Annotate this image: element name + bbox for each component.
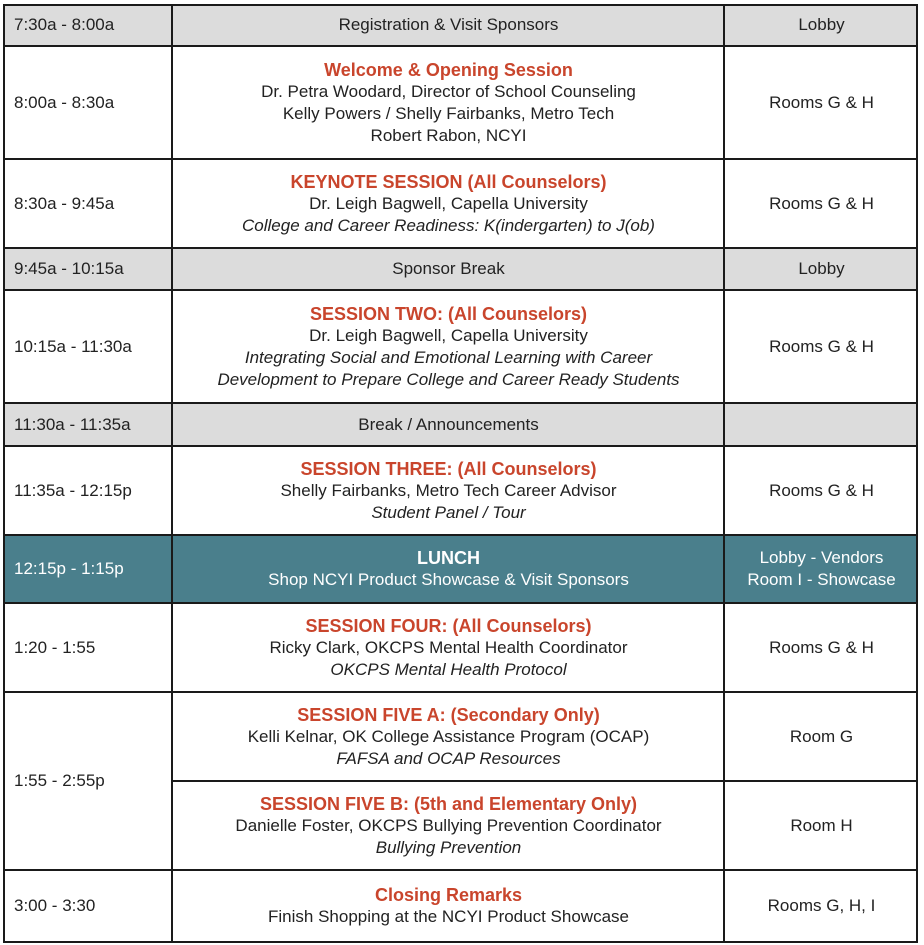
time-text: 7:30a - 8:00a [14, 15, 115, 34]
room-text: Rooms G, H, I [767, 896, 876, 915]
description-cell [172, 781, 725, 870]
session-title: SESSION FOUR: (All Counselors) [305, 615, 592, 636]
time-text: 3:00 - 3:30 [14, 896, 96, 915]
grid-line [3, 4, 5, 943]
speaker-text: Ricky Clark, OKCPS Mental Health Coordinator [269, 637, 628, 657]
time-cell [3, 603, 172, 692]
time-text: 8:30a - 9:45a [14, 193, 115, 213]
time-cell [3, 403, 172, 446]
time-cell [3, 248, 172, 290]
topic-text: Student Panel / Tour [371, 502, 526, 522]
table-row [3, 403, 918, 446]
grid-line [172, 780, 918, 782]
room-cell [725, 4, 918, 46]
time-text: 9:45a - 10:15a [14, 259, 124, 278]
speaker-text: Dr. Petra Woodard, Director of School Counseling [261, 81, 636, 101]
grid-line [3, 158, 918, 160]
grid-line [3, 4, 918, 6]
session-title: Welcome & Opening Session [324, 59, 573, 80]
speaker-text: Kelli Kelnar, OK College Assistance Program (OCAP) [247, 726, 650, 746]
description-cell [172, 603, 725, 692]
time-cell [3, 159, 172, 248]
speaker-text: Danielle Foster, OKCPS Bullying Prevention Coordinator [235, 815, 662, 835]
grid-line [3, 402, 918, 404]
table-row [3, 4, 918, 46]
table-row [3, 446, 918, 535]
room-cell [725, 692, 918, 781]
room-text: Lobby [798, 259, 845, 278]
time-text: 11:35a - 12:15p [14, 480, 132, 500]
grid-line [171, 4, 173, 943]
grid-line [3, 289, 918, 291]
topic-text: Bullying Prevention [375, 837, 522, 857]
room-text: Lobby [798, 15, 845, 34]
time-text: 1:20 - 1:55 [14, 637, 96, 657]
session-title: KEYNOTE SESSION (All Counselors) [290, 171, 607, 192]
time-cell [3, 4, 172, 46]
time-cell [3, 446, 172, 535]
time-cell [3, 290, 172, 403]
grid-line [3, 247, 918, 249]
time-text: 12:15p - 1:15p [14, 559, 124, 578]
room-text: Room H [790, 815, 853, 835]
grid-line [3, 534, 918, 536]
grid-line [3, 869, 918, 871]
room-cell [725, 46, 918, 159]
room-cell [725, 870, 918, 942]
speaker-text: Robert Rabon, NCYI [370, 125, 527, 145]
table-row [3, 46, 918, 159]
room-text: Rooms G & H [769, 480, 874, 500]
description-text: Registration & Visit Sponsors [338, 15, 559, 34]
session-title: Closing Remarks [374, 885, 523, 905]
time-text: 1:55 - 2:55p [14, 771, 105, 790]
table-row [172, 692, 918, 781]
time-text: 10:15a - 11:30a [14, 336, 132, 356]
speaker-text: Kelly Powers / Shelly Fairbanks, Metro Tech [282, 103, 615, 123]
room-cell [725, 248, 918, 290]
session-title: SESSION TWO: (All Counselors) [309, 303, 587, 324]
table-row [3, 159, 918, 248]
room-cell [725, 290, 918, 403]
time-cell [3, 46, 172, 159]
description-cell [172, 4, 725, 46]
room-text: Rooms G & H [769, 92, 874, 112]
table-row [3, 290, 918, 403]
room-cell [725, 781, 918, 870]
grid-line [3, 45, 918, 47]
topic-text: Integrating Social and Emotional Learning with Career [244, 347, 653, 367]
description-cell [172, 692, 725, 781]
table-row [3, 870, 918, 942]
time-cell [3, 870, 172, 942]
description-text: Shop NCYI Product Showcase & Visit Sponsors [268, 570, 629, 589]
session-title: SESSION FIVE A: (Secondary Only) [297, 704, 600, 725]
time-cell [3, 692, 172, 870]
speaker-text: Dr. Leigh Bagwell, Capella University [309, 193, 588, 213]
room-text: Rooms G & H [769, 336, 874, 356]
description-cell [172, 159, 725, 248]
time-text: 8:00a - 8:30a [14, 92, 115, 112]
session-title: LUNCH [417, 548, 480, 568]
description-cell [172, 46, 725, 159]
room-cell [725, 446, 918, 535]
time-text: 11:30a - 11:35a [14, 414, 131, 434]
room-text: Lobby - Vendors [759, 548, 884, 567]
description-cell [172, 290, 725, 403]
room-cell [725, 535, 918, 603]
table-row [172, 781, 918, 870]
description-cell [172, 248, 725, 290]
grid-line [3, 691, 918, 693]
room-text: Rooms G & H [769, 637, 874, 657]
topic-text: Development to Prepare College and Career Ready Students [217, 369, 680, 389]
grid-line [3, 602, 918, 604]
description-cell [172, 535, 725, 603]
grid-line [723, 4, 725, 943]
speaker-text: Dr. Leigh Bagwell, Capella University [309, 325, 588, 345]
time-cell [3, 535, 172, 603]
description-text: Sponsor Break [392, 259, 505, 278]
session-title: SESSION FIVE B: (5th and Elementary Only) [259, 793, 638, 814]
description-cell [172, 870, 725, 942]
grid-line [3, 941, 918, 943]
grid-line [916, 4, 918, 943]
topic-text: OKCPS Mental Health Protocol [330, 659, 567, 679]
topic-text: College and Career Readiness: K(indergarten) to J(ob) [242, 215, 655, 235]
room-cell [725, 403, 918, 446]
description-cell [172, 403, 725, 446]
description-text: Finish Shopping at the NCYI Product Showcase [268, 907, 629, 926]
room-text: Room G [789, 726, 854, 746]
description-cell [172, 446, 725, 535]
topic-text: FAFSA and OCAP Resources [336, 748, 561, 768]
description-text: Break / Announcements [358, 414, 539, 434]
room-cell [725, 159, 918, 248]
table-row [3, 248, 918, 290]
room-cell [725, 603, 918, 692]
grid-line [3, 445, 918, 447]
room-text: Rooms G & H [769, 193, 874, 213]
room-text: Room I - Showcase [747, 570, 896, 589]
table-row [3, 535, 918, 603]
table-row [3, 603, 918, 692]
speaker-text: Shelly Fairbanks, Metro Tech Career Advisor [280, 480, 617, 500]
session-title: SESSION THREE: (All Counselors) [300, 458, 597, 479]
